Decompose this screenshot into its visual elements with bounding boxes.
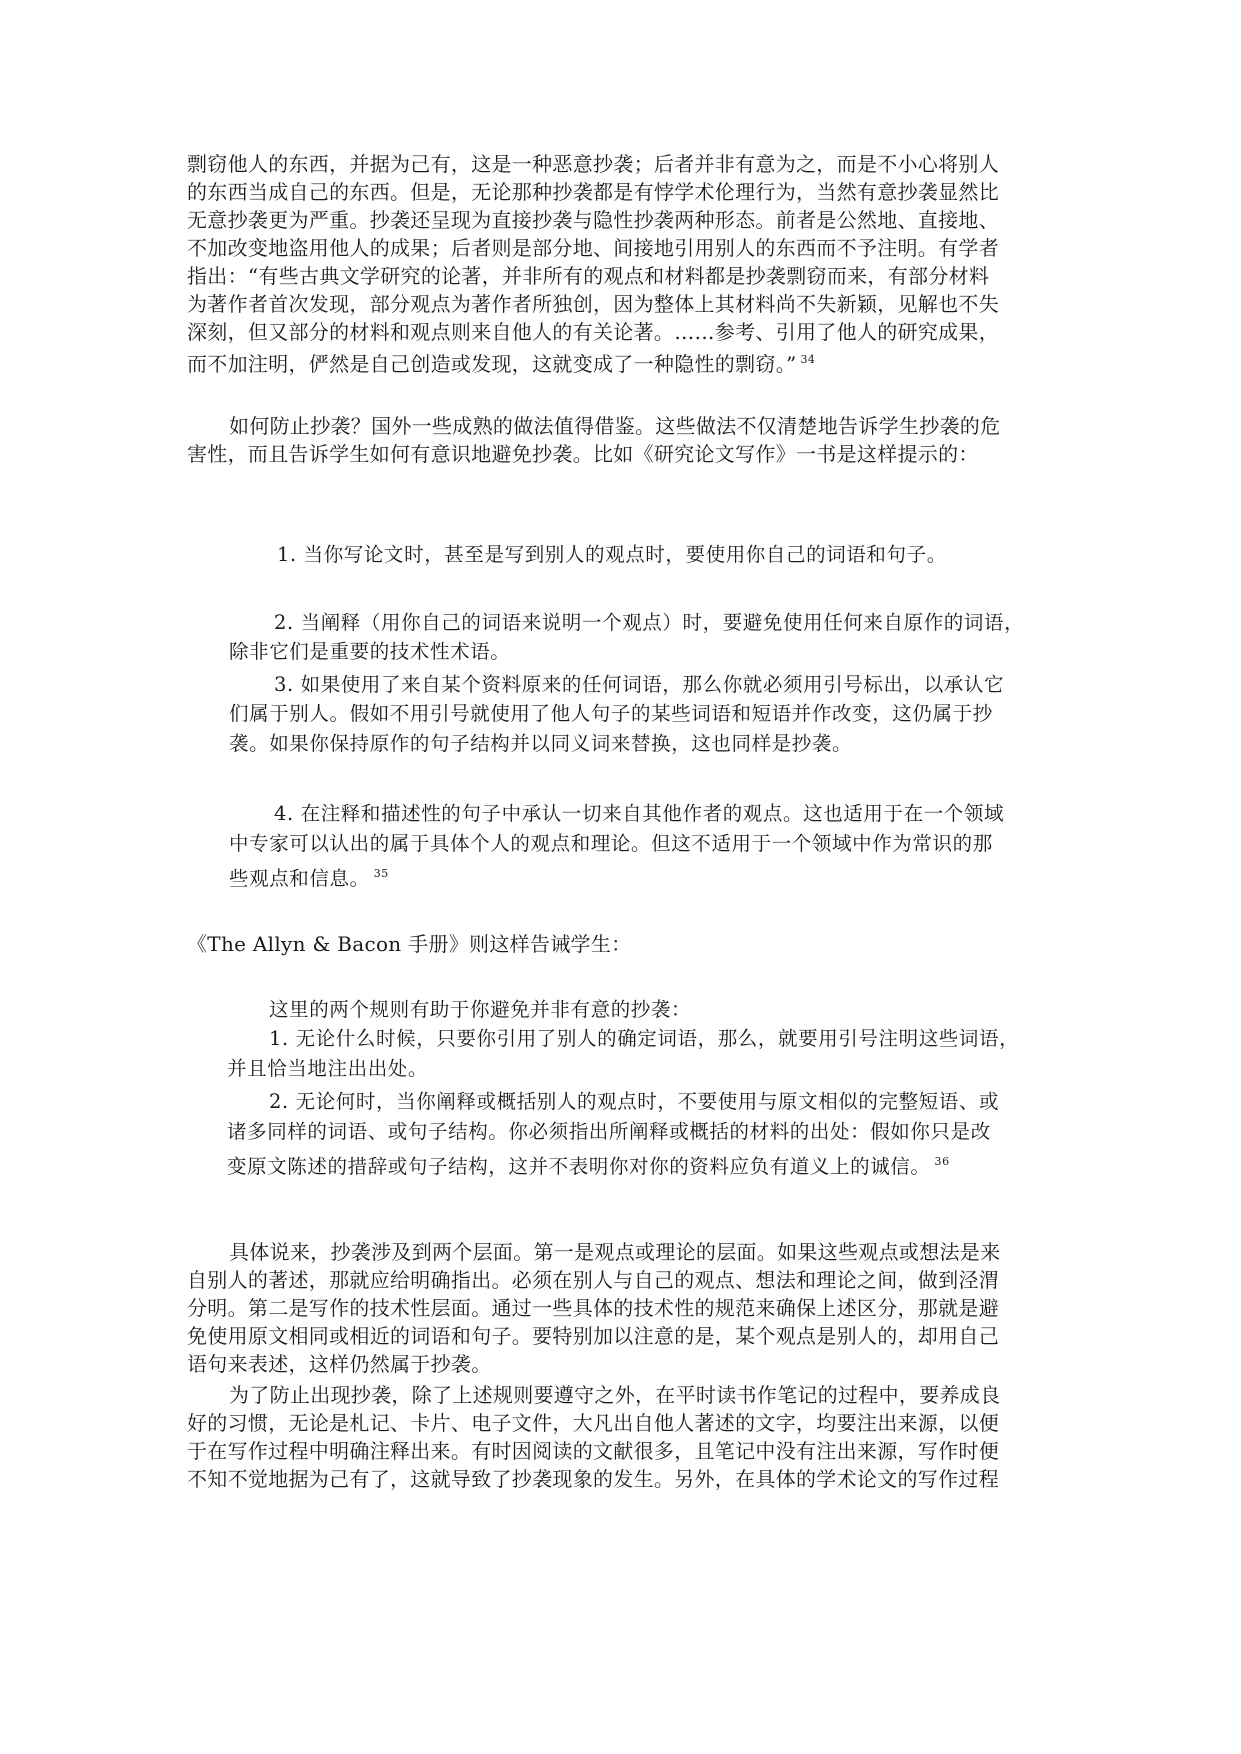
quote-line: 2. 当阐释（用你自己的词语来说明一个观点）时，要避免使用任何来自原作的词语， [274, 611, 1025, 634]
footnote-marker: 36 [934, 1155, 950, 1168]
text-line: 指出：“有些古典文学研究的论著，并非所有的观点和材料都是抄袭剽窃而来，有部分材料 [187, 264, 990, 288]
text-line: 自别人的著述，那就应给明确指出。必须在别人与自己的观点、想法和理论之间，做到泾渭 [187, 1268, 999, 1292]
text-line: 具体说来，抄袭涉及到两个层面。第一是观点或理论的层面。如果这些观点或想法是来 [229, 1240, 1001, 1264]
quote-line: 1. 当你写论文时，甚至是写到别人的观点时，要使用你自己的词语和句子。 [277, 543, 947, 566]
text-line: 免使用原文相同或相近的词语和句子。要特别加以注意的是，某个观点是别人的，却用自己 [187, 1324, 999, 1348]
text-line [187, 346, 815, 378]
footnote-marker: 35 [373, 867, 389, 880]
quote-line: 3. 如果使用了来自某个资料原来的任何词语，那么你就必须用引号标出，以承认它 [274, 673, 1005, 696]
text-line: 剽窃他人的东西，并据为己有，这是一种恶意抄袭；后者并非有意为之，而是不小心将别人 [187, 152, 999, 176]
text-line: 好的习惯，无论是札记、卡片、电子文件，大凡出自他人著述的文字，均要注出来源，以便 [187, 1411, 999, 1435]
quote-line: 2. 无论何时，当你阐释或概括别人的观点时，不要使用与原文相似的完整短语、或 [269, 1090, 1000, 1113]
quote-line: 中专家可以认出的属于具体个人的观点和理论。但这不适用于一个领域中作为常识的那 [229, 832, 993, 855]
text-line: 分明。第二是写作的技术性层面。通过一些具体的技术性的规范来确保上述区分，那就是避 [187, 1296, 999, 1320]
quote-line: 除非它们是重要的技术性术语。 [229, 640, 511, 663]
quote-line: 这里的两个规则有助于你避免并非有意的抄袭： [269, 998, 692, 1021]
text-line: 不加改变地盗用他人的成果；后者则是部分地、间接地引用别人的东西而不予注明。有学者 [187, 236, 999, 260]
text-line: 深刻，但又部分的材料和观点则来自他人的有关论著。……参考、引用了他人的研究成果， [187, 320, 999, 344]
text-line: 为了防止出现抄袭，除了上述规则要遵守之外，在平时读书作笔记的过程中，要养成良 [229, 1383, 1001, 1407]
text-line-content: 而不加注明，俨然是自己创造或发现，这就变成了一种隐性的剽窃。” [187, 352, 797, 376]
text-line: 的东西当成自己的东西。但是，无论那种抄袭都是有悖学术伦理行为，当然有意抄袭显然比 [187, 180, 999, 204]
quote-line: 4. 在注释和描述性的句子中承认一切来自其他作者的观点。这也适用于在一个领域 [274, 802, 1005, 825]
text-line: 无意抄袭更为严重。抄袭还呈现为直接抄袭与隐性抄袭两种形态。前者是公然地、直接地、 [187, 208, 999, 232]
quote-intro-line: 《The Allyn & Bacon 手册》则这样告诫学生： [187, 932, 632, 956]
quote-line: 诸多同样的词语、或句子结构。你必须指出所阐释或概括的材料的出处：假如你只是改 [227, 1120, 991, 1143]
quote-line [227, 1148, 950, 1181]
text-line: 如何防止抄袭？国外一些成熟的做法值得借鉴。这些做法不仅清楚地告诉学生抄袭的危 [229, 414, 1001, 438]
quote-line: 并且恰当地注出出处。 [227, 1057, 429, 1080]
text-line: 语句来表述，这样仍然属于抄袭。 [187, 1352, 492, 1376]
text-line: 于在写作过程中明确注释出来。有时因阅读的文献很多，且笔记中没有注出来源，写作时便 [187, 1439, 999, 1463]
text-line: 害性，而且告诉学生如何有意识地避免抄袭。比如《研究论文写作》一书是这样提示的： [187, 442, 979, 466]
quote-line-content: 些观点和信息。 [229, 867, 370, 890]
footnote-marker: 34 [800, 353, 816, 366]
text-line: 不知不觉地据为己有了，这就导致了抄袭现象的发生。另外，在具体的学术论文的写作过程 [187, 1467, 999, 1491]
quote-line [229, 860, 389, 893]
quote-line: 们属于别人。假如不用引号就使用了他人句子的某些词语和短语并作改变，这仍属于抄 [229, 702, 993, 725]
quote-line: 1. 无论什么时候，只要你引用了别人的确定词语，那么，就要用引号注明这些词语， [269, 1027, 1020, 1050]
text-line: 为著作者首次发现，部分观点为著作者所独创，因为整体上其材料尚不失新颖，见解也不失 [187, 292, 999, 316]
quote-line: 袭。如果你保持原作的句子结构并以同义词来替换，这也同样是抄袭。 [229, 732, 853, 755]
quote-line-content: 变原文陈述的措辞或句子结构，这并不表明你对你的资料应负有道义上的诚信。 [227, 1155, 931, 1178]
